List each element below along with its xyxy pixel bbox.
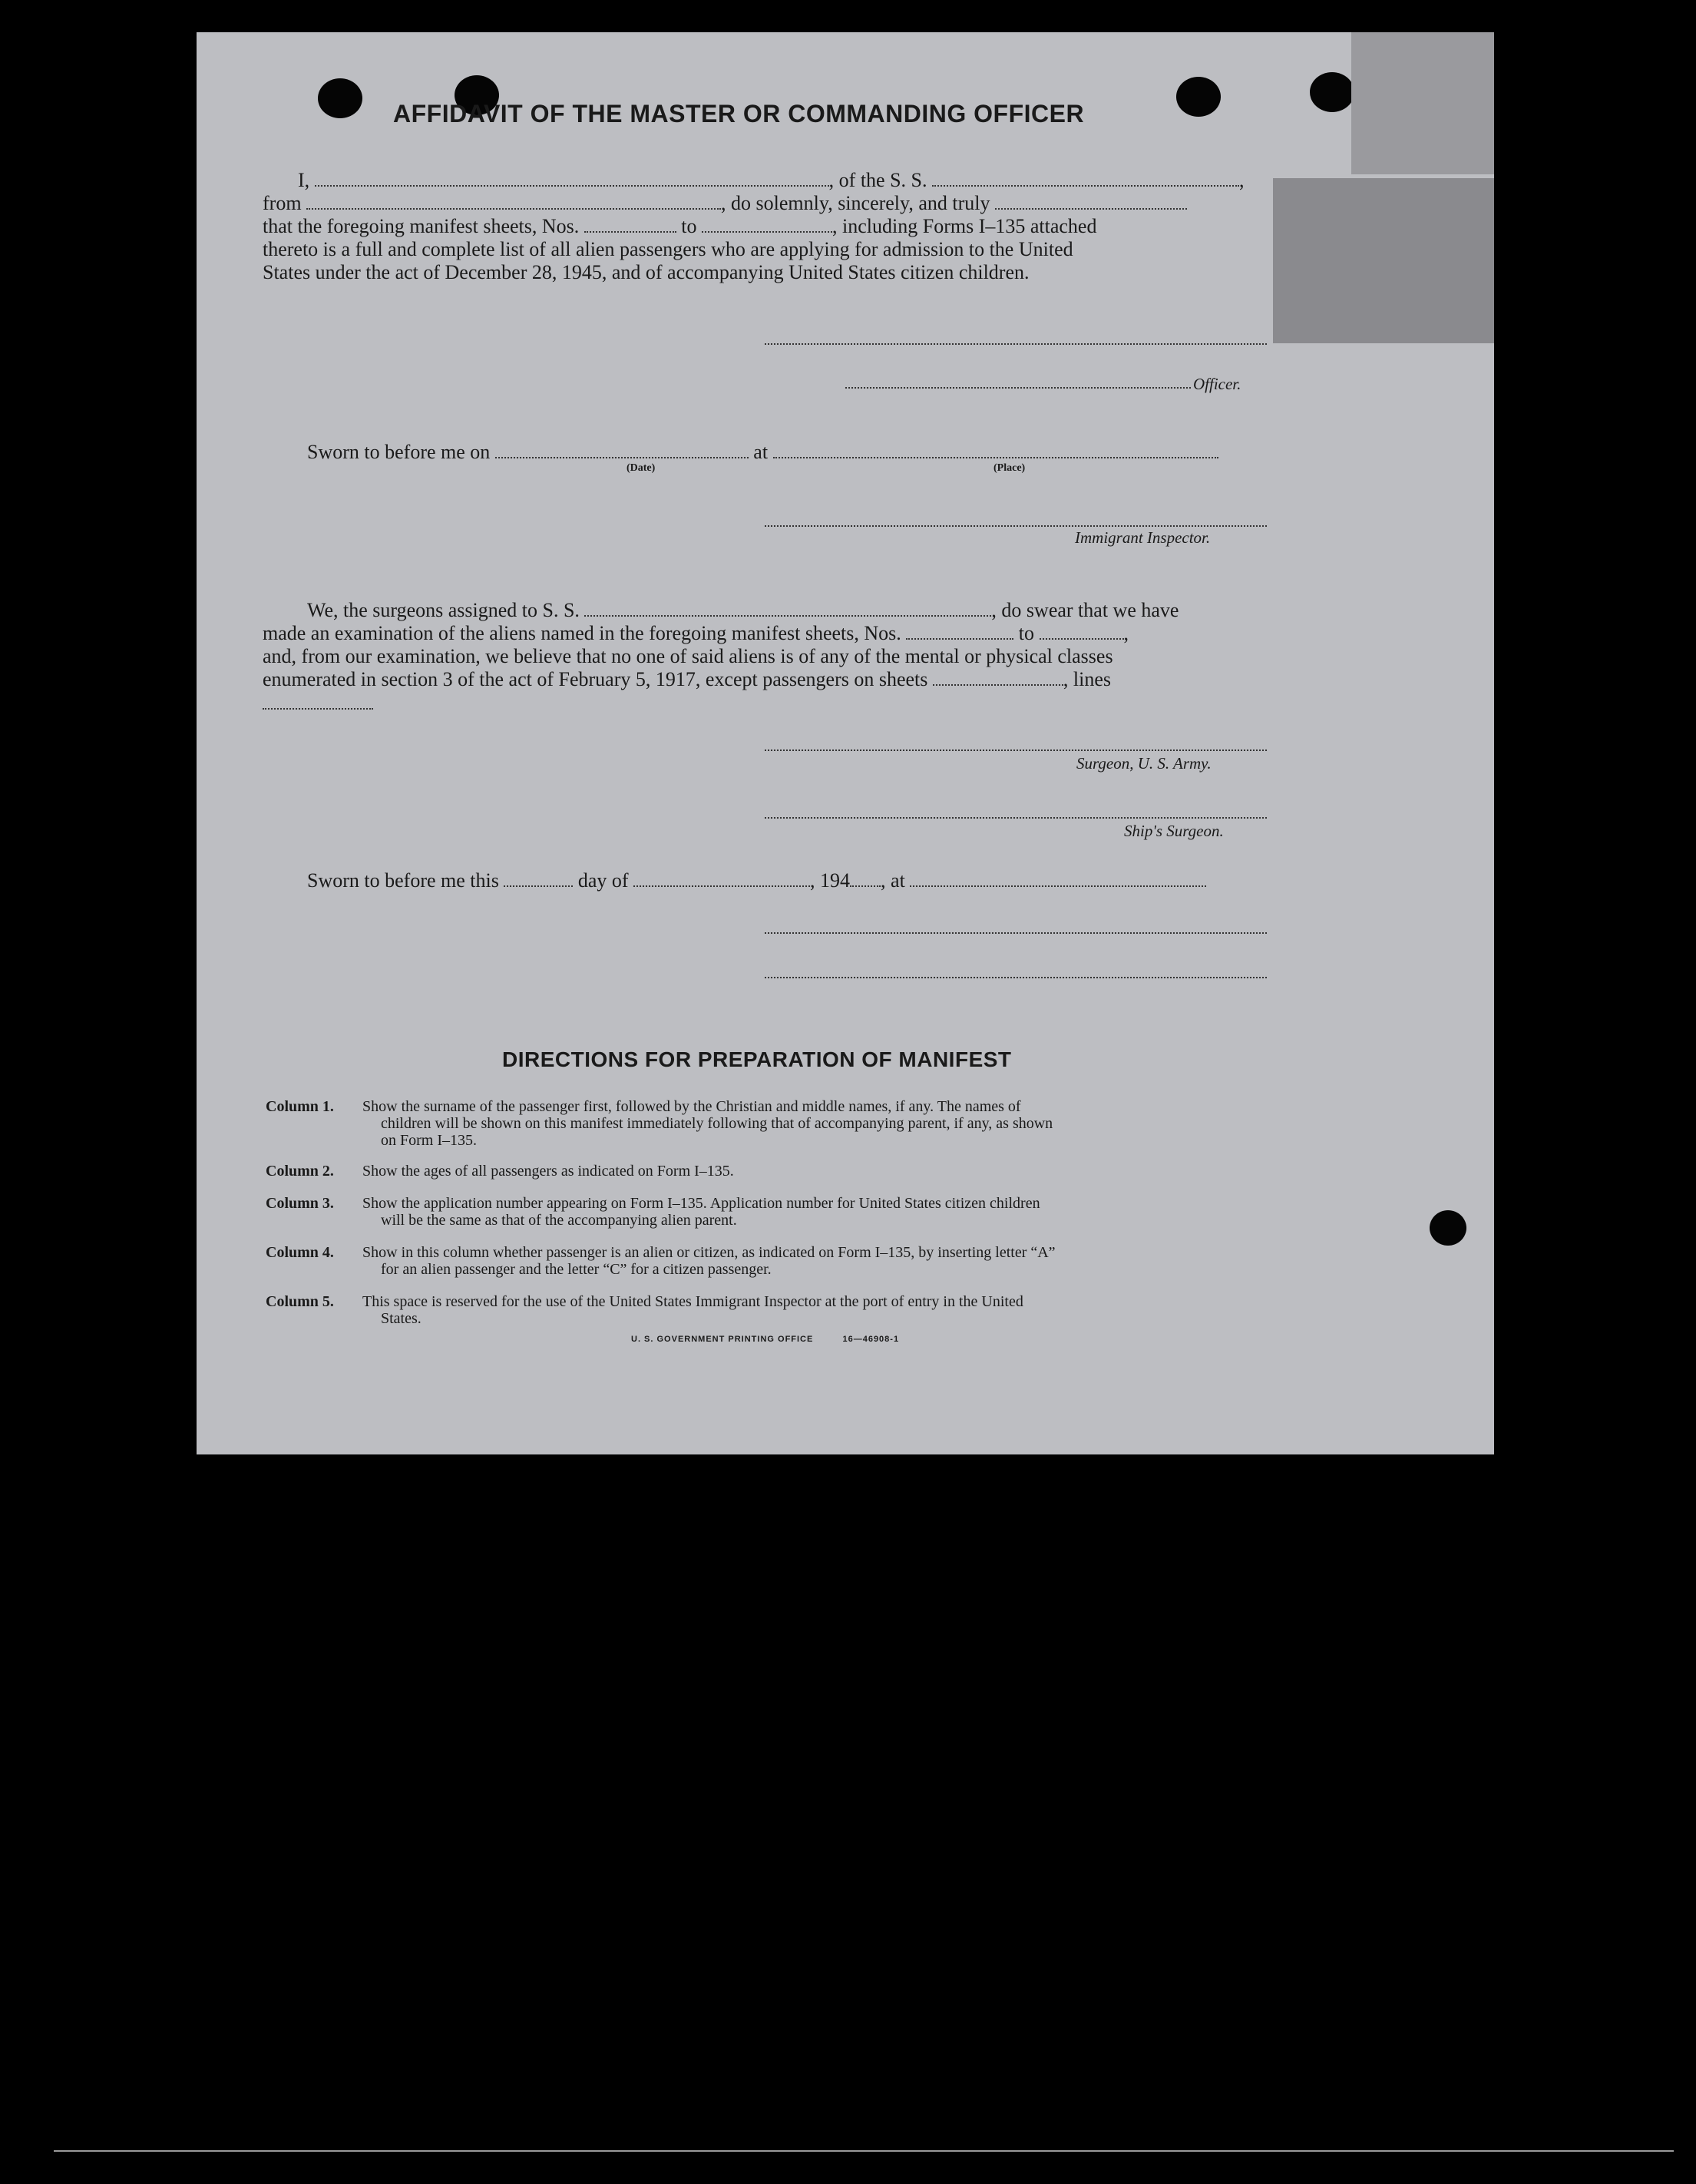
punch-hole-icon <box>1430 1210 1466 1246</box>
affidavit-text: , of the S. S. <box>828 169 927 191</box>
column-text: Show the surname of the passenger first, followed by the Christian and middle names, if any. The names of <box>362 1098 1021 1115</box>
form-page <box>197 32 1494 1454</box>
sheet-from-blank <box>906 638 1013 640</box>
column-text: States. <box>381 1310 422 1327</box>
column-text: Show the ages of all passengers as indicated on Form I–135. <box>362 1163 734 1180</box>
year-blank <box>850 885 881 887</box>
direction-item <box>266 1098 1053 1149</box>
form-code: 16—46908-1 <box>842 1335 900 1344</box>
affidavit-line-1 <box>298 169 1245 192</box>
scan-edge-line <box>54 2150 1674 2152</box>
day-blank <box>504 885 573 887</box>
affidavit-text: , <box>1239 169 1245 191</box>
column-text: This space is reserved for the use of the United States Immigrant Inspector at the port of entry in the United <box>362 1293 1023 1310</box>
sworn-line-2 <box>307 869 1206 892</box>
printer-name: U. S. GOVERNMENT PRINTING OFFICE <box>631 1335 814 1344</box>
affidavit-line-2 <box>263 192 1187 215</box>
attached-paper-stub <box>1273 178 1494 343</box>
column-label: Column 1. <box>266 1098 334 1115</box>
affidavit-text: , do solemnly, sincerely, and truly <box>721 192 990 214</box>
attached-paper-stub <box>1351 32 1494 174</box>
port-blank <box>306 208 721 210</box>
affidavit-line-3 <box>263 215 1096 238</box>
inspector-signature-line <box>765 525 1267 527</box>
name-blank <box>315 185 829 187</box>
affidavit-text: that the foregoing manifest sheets, Nos. <box>263 215 580 237</box>
signature-line <box>765 343 1267 345</box>
sworn-line-1 <box>307 441 1218 464</box>
direction-item <box>266 1195 1040 1229</box>
sheets-blank <box>933 684 1063 686</box>
column-text: Show the application number appearing on Form I–135. Application number for United States citizen children <box>362 1195 1040 1212</box>
place-blank <box>910 885 1206 887</box>
ship-blank <box>584 615 991 617</box>
sheet-to-blank <box>1040 638 1124 640</box>
ship-blank <box>932 185 1239 187</box>
date-caption: (Date) <box>626 462 656 474</box>
sworn-text: , at <box>881 869 905 892</box>
surgeons-line-2 <box>263 622 1129 645</box>
printer-imprint <box>631 1335 899 1344</box>
column-text: children will be shown on this manifest immediately following that of accompanying parent, if any, as shown <box>381 1115 1053 1132</box>
column-text: will be the same as that of the accompanying alien parent. <box>381 1212 737 1229</box>
direction-item <box>266 1244 1056 1278</box>
sworn-text: at <box>753 441 769 463</box>
affidavit-text: to <box>681 215 697 237</box>
sworn-text: , 194 <box>810 869 851 892</box>
direction-item <box>266 1163 734 1180</box>
signature-line <box>765 932 1267 934</box>
sheet-from-blank <box>584 231 676 233</box>
surgeons-text: We, the surgeons assigned to S. S. <box>307 599 580 621</box>
column-text: Show in this column whether passenger is an alien or citizen, as indicated on Form I–135, by inserting letter “A” <box>362 1244 1056 1261</box>
affidavit-text: I, <box>298 169 310 191</box>
sheet-to-blank <box>702 231 832 233</box>
punch-hole-icon <box>1310 72 1354 112</box>
place-caption: (Place) <box>993 462 1026 474</box>
lines-blank <box>263 708 373 710</box>
officer-signature-line <box>845 387 1191 389</box>
column-text: on Form I–135. <box>381 1132 477 1149</box>
officer-label: Officer. <box>1193 375 1241 393</box>
ship-surgeon-label: Ship's Surgeon. <box>1124 822 1224 840</box>
affidavit-line-5: States under the act of December 28, 1945, and of accompanying United States citizen children. <box>263 261 1030 283</box>
sworn-text: day of <box>577 869 629 892</box>
ship-surgeon-signature-line <box>765 817 1267 819</box>
column-label: Column 2. <box>266 1163 334 1180</box>
inspector-label: Immigrant Inspector. <box>1075 528 1211 547</box>
affidavit-line-4: thereto is a full and complete list of all alien passengers who are applying for admission to the United <box>263 238 1073 260</box>
place-blank <box>773 457 1218 458</box>
affidavit-text: , including Forms I–135 attached <box>832 215 1097 237</box>
date-blank <box>495 457 749 458</box>
punch-hole-icon <box>1176 77 1221 117</box>
column-label: Column 5. <box>266 1293 334 1310</box>
column-text: for an alien passenger and the letter “C” for a citizen passenger. <box>381 1261 772 1278</box>
directions-title: DIRECTIONS FOR PREPARATION OF MANIFEST <box>502 1047 1012 1071</box>
army-surgeon-signature-line <box>765 750 1267 751</box>
punch-hole-icon <box>318 78 362 118</box>
surgeons-text: , do swear that we have <box>991 599 1179 621</box>
affidavit-text: from <box>263 192 302 214</box>
sworn-text: Sworn to before me this <box>307 869 499 892</box>
surgeons-line-4 <box>263 668 1111 691</box>
surgeons-line-1 <box>307 599 1179 622</box>
direction-item <box>266 1293 1023 1327</box>
page-title: AFFIDAVIT OF THE MASTER OR COMMANDING OFFICER <box>393 100 1085 127</box>
surgeons-text: made an examination of the aliens named in the foregoing manifest sheets, Nos. <box>263 622 901 644</box>
column-label: Column 3. <box>266 1195 334 1212</box>
blank-line <box>995 208 1187 210</box>
surgeons-text: to <box>1018 622 1034 644</box>
signature-line <box>765 977 1267 978</box>
surgeons-text: enumerated in section 3 of the act of February 5, 1917, except passengers on sheets <box>263 668 928 690</box>
month-blank <box>633 885 810 887</box>
sworn-text: Sworn to before me on <box>307 441 491 463</box>
surgeons-text: , lines <box>1063 668 1112 690</box>
surgeons-line-3: and, from our examination, we believe that no one of said aliens is of any of the mental or physical classes <box>263 645 1113 667</box>
surgeons-text: , <box>1123 622 1129 644</box>
column-label: Column 4. <box>266 1244 334 1261</box>
army-surgeon-label: Surgeon, U. S. Army. <box>1076 754 1212 773</box>
